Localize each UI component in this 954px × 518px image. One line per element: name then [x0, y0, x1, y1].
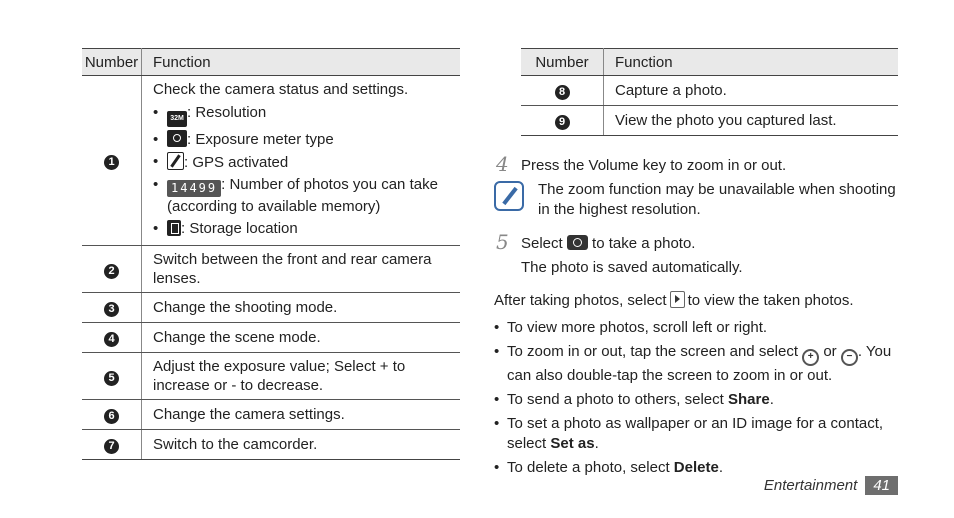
page-number: 41 [865, 476, 898, 495]
step-4 [494, 152, 898, 176]
header-function: Function [604, 49, 899, 76]
row-text: Adjust the exposure value; Select + to increase or - to decrease. [142, 353, 461, 400]
step-number: 4 [496, 152, 509, 176]
table-row [82, 430, 460, 460]
resolution-icon: 32M [167, 111, 187, 127]
row-number-badge: 4 [104, 332, 119, 347]
table-row [521, 76, 898, 106]
list-item: • : GPS activated [153, 152, 449, 172]
row-text: Switch between the front and rear camera lenses. [142, 246, 461, 293]
right-column [494, 48, 898, 482]
row-text: Check the camera status and settings. [153, 81, 409, 98]
header-function: Function [142, 49, 461, 76]
row-number-badge: 9 [555, 115, 570, 130]
after-paragraph: After taking photos, select to view the taken photos. [494, 292, 854, 309]
row-number-badge: 5 [104, 371, 119, 386]
menu-option-set-as: Set as [550, 435, 595, 452]
exposure-meter-icon [167, 130, 187, 147]
row-number-badge: 2 [104, 264, 119, 279]
table-row [82, 323, 460, 353]
left-column [82, 48, 460, 460]
menu-option-share: Share [727, 391, 770, 408]
row-text: Switch to the camcorder. [142, 430, 461, 460]
list-item: • To delete a photo, select Delete. [494, 458, 898, 478]
note-pencil-icon [494, 181, 524, 211]
gps-icon [167, 152, 184, 170]
table-row [82, 246, 460, 293]
table-row [521, 106, 898, 136]
menu-option-delete: Delete [673, 459, 719, 476]
header-number: Number [521, 49, 604, 76]
section-name: Entertainment [763, 477, 858, 494]
row-text: Change the scene mode. [142, 323, 461, 353]
zoom-in-icon: + [802, 349, 819, 366]
list-item: • : Exposure meter type [153, 130, 449, 149]
left-function-table [82, 48, 460, 460]
row-text: View the photo you captured last. [604, 106, 899, 136]
note-text: The zoom function may be unavailable when shooting in the highest resolution. [538, 181, 896, 218]
row-number-badge: 1 [104, 155, 119, 170]
list-item: • To view more photos, scroll left or right. [494, 318, 898, 338]
step-number: 5 [496, 230, 509, 254]
view-photos-icon [670, 291, 685, 308]
step-text: The photo is saved automatically. [521, 259, 743, 276]
status-icon-list [153, 103, 449, 238]
table-header-row [82, 49, 460, 76]
list-item: • To zoom in or out, tap the screen and select + or − . You can also double-tap the screen to zoom in or out. [494, 342, 898, 386]
table-row [82, 353, 460, 400]
page-footer [764, 476, 898, 495]
step-5: 5 Select to take a photo. The photo is saved automatically. [494, 234, 898, 278]
photo-count-icon: 14499 [167, 180, 221, 197]
list-item: • To send a photo to others, select Share. [494, 390, 898, 410]
zoom-out-icon: − [841, 349, 858, 366]
row-number-badge: 7 [104, 439, 119, 454]
row-text: Change the shooting mode. [142, 293, 461, 323]
row-text: Capture a photo. [604, 76, 899, 106]
row-number-badge: 3 [104, 302, 119, 317]
list-item: • 32M : Resolution [153, 103, 449, 127]
camera-shutter-icon [567, 235, 588, 250]
table-row [82, 76, 460, 246]
row-text: Change the camera settings. [142, 400, 461, 430]
storage-icon [167, 220, 181, 236]
tips-list [494, 318, 898, 478]
step-text: Press the Volume key to zoom in or out. [521, 157, 787, 174]
list-item: • 14499 : Number of photos you can take (according to available memory) [153, 175, 449, 216]
list-item: • To set a photo as wallpaper or an ID image for a contact, select Set as. [494, 414, 898, 454]
right-function-table [521, 48, 898, 136]
list-item: • : Storage location [153, 219, 449, 238]
table-row [82, 293, 460, 323]
row-number-badge: 8 [555, 85, 570, 100]
table-row [82, 400, 460, 430]
note-box [494, 180, 898, 220]
table-header-row [521, 49, 898, 76]
header-number: Number [82, 49, 142, 76]
row-number-badge: 6 [104, 409, 119, 424]
